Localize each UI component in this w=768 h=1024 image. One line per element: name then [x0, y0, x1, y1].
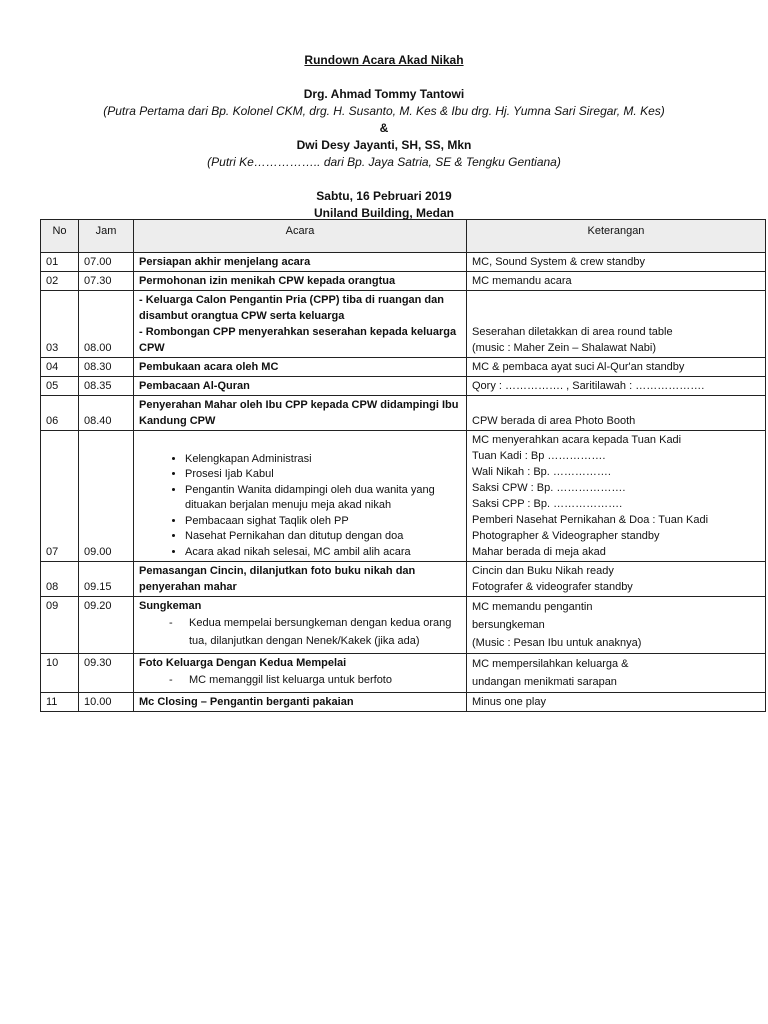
header-jam: Jam: [79, 220, 134, 253]
row-acara: Pembacaan Al-Quran: [134, 377, 467, 396]
acara-bullet-list: [139, 452, 461, 561]
row-acara: Persiapan akhir menjelang acara: [134, 253, 467, 272]
acara-title: Sungkeman: [139, 600, 202, 612]
ampersand: &: [379, 121, 389, 135]
row-no: 10: [41, 654, 79, 693]
row-no: 04: [41, 358, 79, 377]
row-keterangan: CPW berada di area Photo Booth: [467, 396, 766, 431]
bullet-item: • Pengantin Wanita didampingi oleh dua wanita yang dituakan berjalan menuju meja akad nikah: [185, 483, 461, 514]
table-row: [41, 597, 766, 654]
row-jam: 10.00: [79, 693, 134, 712]
row-keterangan: [467, 431, 766, 562]
row-jam: 09.20: [79, 597, 134, 654]
row-jam: 09.00: [79, 431, 134, 562]
row-keterangan: Minus one play: [467, 693, 766, 712]
bullet-item: • Pembacaan sighat Taqlik oleh PP: [185, 514, 461, 530]
row-no: 05: [41, 377, 79, 396]
acara-line: disambut orangtua CPW serta keluarga: [139, 310, 345, 322]
row-jam: 08.35: [79, 377, 134, 396]
row-no: 02: [41, 272, 79, 291]
document-header: [0, 52, 768, 222]
row-keterangan: [467, 291, 766, 358]
row-keterangan: MC memandu acara: [467, 272, 766, 291]
row-jam: 09.30: [79, 654, 134, 693]
table-row: [41, 396, 766, 431]
row-jam: 08.30: [79, 358, 134, 377]
header-acara: Acara: [134, 220, 467, 253]
keterangan-line: Seserahan diletakkan di area round table: [472, 326, 673, 338]
row-acara: [134, 291, 467, 358]
acara-line: penyerahan mahar: [139, 581, 237, 593]
row-keterangan: MC & pembaca ayat suci Al-Qur'an standby: [467, 358, 766, 377]
row-no: 08: [41, 562, 79, 597]
bullet-item: • Acara akad nikah selesai, MC ambil alih acara: [185, 545, 461, 561]
keterangan-line: bersungkeman: [472, 619, 545, 631]
keterangan-line: undangan menikmati sarapan: [472, 676, 617, 688]
row-acara: [134, 396, 467, 431]
header-keterangan: Keterangan: [467, 220, 766, 253]
row-keterangan: [467, 654, 766, 693]
bullet-item: • Prosesi Ijab Kabul: [185, 467, 461, 483]
acara-line: CPW: [139, 342, 165, 354]
row-jam: 08.40: [79, 396, 134, 431]
acara-line: - Keluarga Calon Pengantin Pria (CPP) tiba di ruangan dan: [139, 294, 444, 306]
keterangan-line: MC menyerahkan acara kepada Tuan Kadi: [472, 434, 682, 446]
table-row: [41, 377, 766, 396]
acara-line: Pemasangan Cincin, dilanjutkan foto buku nikah dan: [139, 565, 416, 577]
row-acara: Permohonan izin menikah CPW kepada orangtua: [134, 272, 467, 291]
groom-name: Drg. Ahmad Tommy Tantowi: [303, 87, 465, 101]
dash-item: - MC memanggil list keluarga untuk berfoto: [169, 671, 461, 689]
row-no: 11: [41, 693, 79, 712]
row-keterangan: MC, Sound System & crew standby: [467, 253, 766, 272]
keterangan-line: Saksi CPP : Bp. ……………….: [472, 498, 623, 510]
row-no: 06: [41, 396, 79, 431]
table-row: [41, 253, 766, 272]
row-jam: 09.15: [79, 562, 134, 597]
bride-description: (Putri Ke…………….. dari Bp. Jaya Satria, SE & Tengku Gentiana): [207, 155, 561, 169]
keterangan-line: Tuan Kadi : Bp …………….: [472, 450, 606, 462]
table-row: [41, 291, 766, 358]
row-acara: [134, 562, 467, 597]
keterangan-line: (music : Maher Zein – Shalawat Nabi): [472, 342, 657, 354]
rundown-table: [40, 219, 766, 712]
row-no: 03: [41, 291, 79, 358]
bride-name: Dwi Desy Jayanti, SH, SS, Mkn: [296, 138, 472, 152]
keterangan-line: MC mempersilahkan keluarga &: [472, 658, 629, 670]
row-acara: Mc Closing – Pengantin berganti pakaian: [134, 693, 467, 712]
row-no: 01: [41, 253, 79, 272]
keterangan-line: Mahar berada di meja akad: [472, 546, 606, 558]
event-venue: Uniland Building, Medan: [314, 206, 454, 220]
header-no: No: [41, 220, 79, 253]
keterangan-line: Wali Nikah : Bp. …………….: [472, 466, 611, 478]
keterangan-line: Fotografer & videografer standby: [472, 581, 633, 593]
row-acara: [134, 597, 467, 654]
row-acara: [134, 431, 467, 562]
row-acara: Pembukaan acara oleh MC: [134, 358, 467, 377]
table-row: [41, 654, 766, 693]
keterangan-line: Cincin dan Buku Nikah ready: [472, 565, 614, 577]
keterangan-line: MC memandu pengantin: [472, 601, 593, 613]
table-row: [41, 431, 766, 562]
row-jam: 08.00: [79, 291, 134, 358]
groom-description: (Putra Pertama dari Bp. Kolonel CKM, drg. H. Susanto, M. Kes & Ibu drg. Hj. Yumna Sari Siregar, M. Kes): [103, 104, 665, 118]
acara-line: Kandung CPW: [139, 415, 216, 427]
keterangan-line: (Music : Pesan Ibu untuk anaknya): [472, 637, 642, 649]
document-title: Rundown Acara Akad Nikah: [304, 53, 464, 67]
row-no: 09: [41, 597, 79, 654]
keterangan-line: Saksi CPW : Bp. ……………….: [472, 482, 626, 494]
event-date: Sabtu, 16 Pebruari 2019: [316, 189, 452, 203]
table-row: [41, 272, 766, 291]
row-keterangan: [467, 597, 766, 654]
acara-dash-list: [139, 671, 461, 689]
acara-line: Penyerahan Mahar oleh Ibu CPP kepada CPW didampingi Ibu: [139, 399, 459, 411]
table-header-row: [41, 220, 766, 253]
acara-title: Foto Keluarga Dengan Kedua Mempelai: [139, 657, 347, 669]
keterangan-line: Pemberi Nasehat Pernikahan & Doa : Tuan Kadi: [472, 514, 709, 526]
row-keterangan: Qory : ……………. , Saritilawah : ……………….: [467, 377, 766, 396]
bullet-item: • Nasehat Pernikahan dan ditutup dengan doa: [185, 529, 461, 545]
row-jam: 07.00: [79, 253, 134, 272]
table-row: [41, 562, 766, 597]
keterangan-line: Photographer & Videographer standby: [472, 530, 660, 542]
row-acara: [134, 654, 467, 693]
table-row: [41, 693, 766, 712]
bullet-item: • Kelengkapan Administrasi: [185, 452, 461, 468]
row-no: 07: [41, 431, 79, 562]
table-row: [41, 358, 766, 377]
dash-item: - Kedua mempelai bersungkeman dengan kedua orang tua, dilanjutkan dengan Nenek/Kakek (jika ada): [169, 614, 461, 650]
acara-line: - Rombongan CPP menyerahkan seserahan kepada keluarga: [139, 326, 457, 338]
acara-dash-list: [139, 614, 461, 650]
row-keterangan: [467, 562, 766, 597]
row-jam: 07.30: [79, 272, 134, 291]
